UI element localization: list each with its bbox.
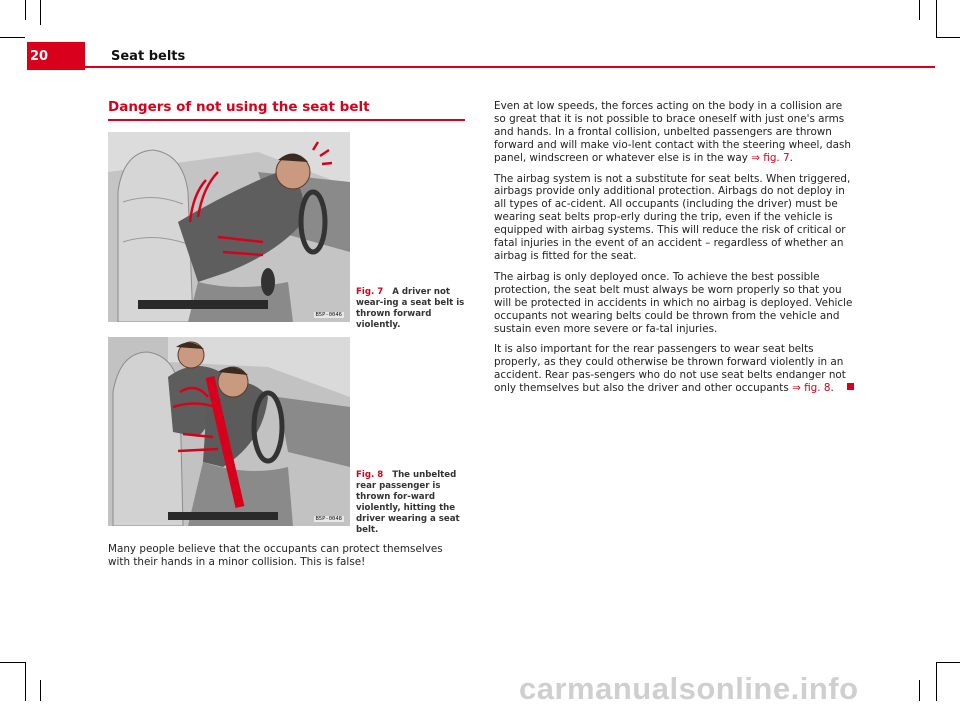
- crop-mark: [919, 0, 920, 20]
- figure-caption-text: A driver not wear-ing a seat belt is thrown forward violently.: [356, 287, 465, 330]
- crop-mark: [936, 662, 937, 701]
- figure-7-illustration: [108, 132, 350, 322]
- crop-mark: [919, 680, 920, 701]
- figure-code: B5P-0046: [315, 312, 342, 318]
- figure-reference-link[interactable]: ⇒ fig. 8: [792, 382, 831, 395]
- header-rule: [85, 66, 935, 68]
- crop-mark: [936, 662, 960, 663]
- crop-mark: [0, 37, 25, 38]
- paragraph-text: Even at low speeds, the forces acting on the body in a collision are so great that it is not possible to brace oneself with just one's arms and hands. In a frontal collision, unbelted passengers are thrown forward and will make vio-lent contact with the steering wheel, dash panel, windscreen or whatever else is in the way: [494, 100, 851, 164]
- section-title: Dangers of not using the seat belt: [108, 99, 370, 115]
- figure-8-caption: [356, 470, 468, 536]
- paragraph-text: The airbag is only deployed once. To achieve the best possible protection, the seat belt must always be worn properly so that you will be protected in accidents in which no airbag is deployed. Vehicle occupants not wearing belts could be thrown from the vehicle and sustain even more severe or fa-tal injuries.: [494, 270, 853, 335]
- page-number: 20: [30, 49, 49, 64]
- figure-8-illustration: [108, 337, 350, 526]
- section-rule: [108, 119, 465, 121]
- paragraph-end: .: [789, 151, 793, 164]
- right-column: [494, 100, 854, 403]
- crop-mark: [0, 662, 25, 663]
- section-end-marker: [847, 383, 854, 390]
- figure-caption-text: The unbelted rear passenger is thrown for-ward violently, hitting the driver wearing a seat belt.: [356, 470, 460, 535]
- crop-mark: [25, 0, 26, 20]
- body-paragraph: [494, 271, 854, 336]
- paragraph-end: .: [830, 382, 834, 395]
- crop-mark: [936, 37, 960, 38]
- figure-code: B5P-0048: [315, 516, 342, 522]
- crop-mark: [40, 680, 41, 701]
- rear-passenger-thrown-forward-illustration: [108, 337, 350, 526]
- paragraph-text: It is also important for the rear passengers to wear seat belts properly, as they could otherwise be thrown forward violently in an accident. Rear pas-sengers who do not use seat belts endanger not only themselves but also the driver and other occupants: [494, 343, 846, 395]
- crop-mark: [40, 0, 41, 25]
- crop-mark: [25, 662, 26, 701]
- driver-thrown-forward-illustration: [108, 132, 350, 322]
- paragraph-text: The airbag system is not a substitute for seat belts. When triggered, airbags provide only additional protection. Airbags do not deploy in all types of ac-cident. All occupants (including the driver) must be wearing seat belts prop-erly during the trip, even if the vehicle is equipped with airbag systems. This will reduce the risk of critical or fatal injuries in the event of an accident – regardless of whether an airbag is fitted for the seat.: [494, 172, 851, 262]
- page-title: Seat belts: [111, 49, 186, 64]
- body-paragraph: [494, 100, 854, 165]
- figure-label: Fig. 7: [356, 287, 384, 297]
- figure-label: Fig. 8: [356, 470, 384, 480]
- crop-mark: [936, 0, 937, 37]
- left-body-paragraph: Many people believe that the occupants can protect themselves with their hands in a minor collision. This is false!: [108, 543, 443, 568]
- figure-7-caption: [356, 287, 468, 331]
- watermark: carmanualsonline.info: [519, 671, 859, 706]
- body-paragraph: [494, 343, 854, 395]
- figure-reference-link[interactable]: ⇒ fig. 7: [751, 151, 790, 164]
- body-paragraph: [494, 173, 854, 263]
